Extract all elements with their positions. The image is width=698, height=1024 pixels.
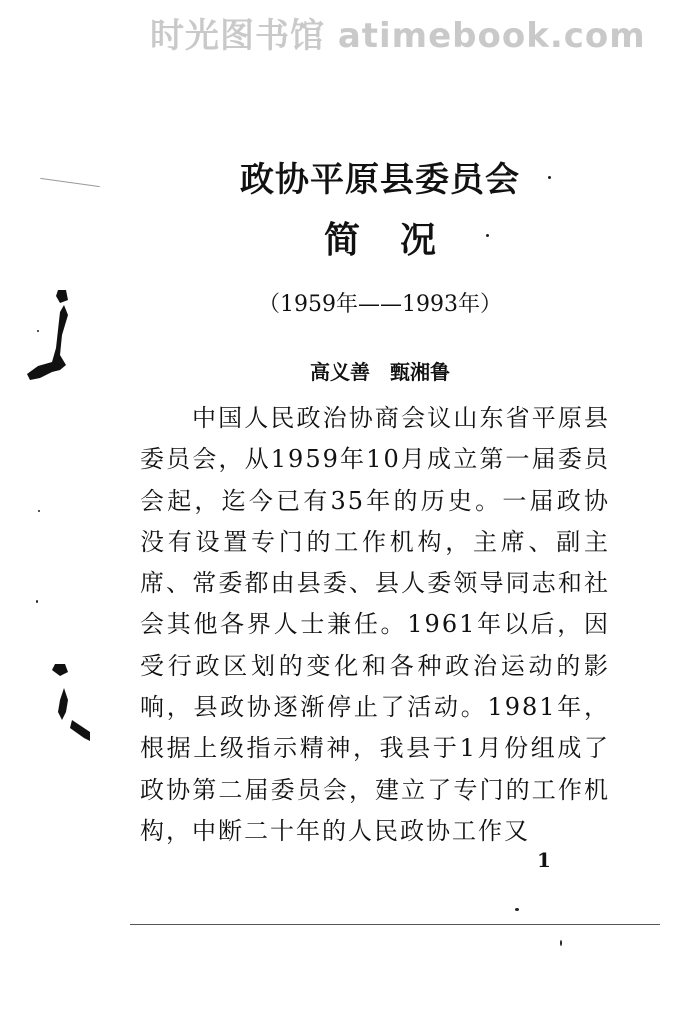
body-paragraph: 中国人民政治协商会议山东省平原县委员会，从1959年10月成立第一届委员会起，迄今已有35年的历史。一届政协没有设置专门的工作机构，主席、副主席、常委都由县委、县人委领导同志和社会其他各界人士兼任。1961年以后，因受行政区划的变化和各种政治运动的影响，县政协逐渐停止了活动。1981年，根据上级指示精神，我县于1月份组成了政协第二届委员会，建立了专门的工作机构，中断二十年的人民政协工作又 [140,404,610,845]
document-title: 政协平原县委员会 [240,160,520,200]
scan-speck [486,234,489,237]
scan-speck [38,510,40,512]
date-range: （1959年——1993年） [258,292,502,317]
binding-mark-upper [27,290,68,380]
bottom-rule [130,924,660,925]
watermark: 时光图书馆 atimebook.com [150,16,646,56]
binding-hole-marks-icon [0,0,90,860]
scan-speck [548,176,551,179]
scan-speck [560,940,562,946]
authors: 高义善 甄湘鲁 [310,360,450,384]
page-number: 1 [537,848,551,872]
scan-speck [36,600,38,603]
scan-speck [515,908,519,911]
binding-mark-lower [52,664,90,744]
scan-speck [37,330,39,332]
document-subtitle: 简况 [323,219,476,261]
